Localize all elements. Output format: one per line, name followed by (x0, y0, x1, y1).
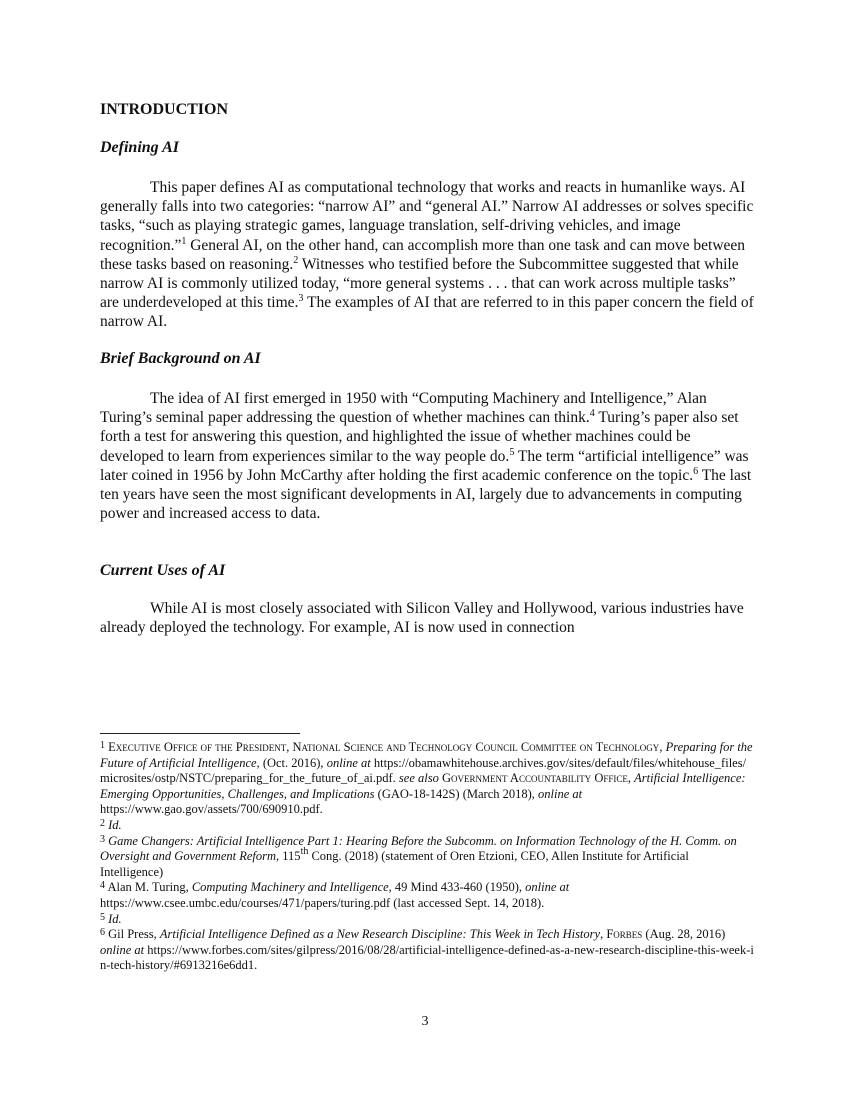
footnote-title: Artificial Intelligence Defined as a New Research Discipline: This Week in Tech History (159, 927, 601, 942)
subsection-heading-background: Brief Background on AI (100, 350, 261, 367)
footnote-number: 6 (100, 927, 105, 939)
paragraph-text: The term “artificial intelligence” was later coined in 1956 by John McCarthy after holding the first academic conference on the topic. (100, 447, 749, 484)
section-heading-introduction: INTRODUCTION (100, 101, 229, 118)
page-number: 3 (421, 1014, 429, 1029)
paragraph-text: General AI, on the other hand, can accomplish more than one task and can move between these tasks based on reasoning. (100, 236, 746, 273)
footnote-title: Preparing for the Future of Artificial Intelligence, (100, 740, 753, 770)
footnote-text: (Oct. 2016), (259, 755, 327, 770)
footnote-text: Id. (108, 817, 122, 832)
paragraph-text: Turing’s paper also set forth a test for answering this question, and highlighted the issue of whether machines could be developed to learn from experiences similar to the way people do. (100, 409, 739, 465)
footnote-ref-1[interactable]: 1 (181, 235, 187, 247)
subsection-heading-current-uses: Current Uses of AI (100, 562, 226, 579)
footnote-text: see also (398, 771, 439, 786)
footnote-ref-5[interactable]: 5 (509, 446, 515, 458)
footnote-text: Cong. (2018) (statement of Oren Etzioni, CEO, Allen Institute for Artificial Intelligence) (100, 849, 689, 879)
footnote-ref-2[interactable]: 2 (293, 254, 299, 266)
footnote-6 (100, 927, 755, 974)
footnote-ref-4[interactable]: 4 (589, 408, 595, 420)
paragraph-text: The last ten years have seen the most significant developments in AI, largely due to advancements in computing power and increased access to data. (100, 466, 752, 523)
footnote-text: th (300, 846, 309, 858)
footnote-author: Forbes (606, 927, 643, 942)
footnote-text: , (600, 927, 607, 942)
footnote-number: 1 (100, 740, 105, 751)
paragraph-text: This paper defines AI as computational technology that works and reacts in humanlike ways. AI generally falls into two categories: “narrow AI” and “general AI.” Narrow AI addresses or solves specific tasks, “such as playing strategic games, language translation, self-driving vehicles, and image recognition.” (100, 179, 754, 254)
footnote-text: Id. (108, 911, 122, 926)
paragraph-defining-ai (100, 178, 755, 332)
paragraph-background (100, 389, 755, 523)
footnote-text: Alan M. Turing, (107, 880, 192, 895)
footnote-text: , 115 (276, 849, 301, 864)
footnote-1 (100, 740, 755, 818)
footnote-url[interactable]: https://obamawhitehouse.archives.gov/sites/default/files/whitehouse_files/microsites/ostp/NSTC/preparing_for_the_future_of_ai.pdf. (100, 755, 747, 786)
footnote-number: 4 (100, 880, 105, 892)
footnote-4 (100, 880, 755, 911)
footnote-title: Computing Machinery and Intelligence (191, 880, 389, 895)
footnote-ref-6[interactable]: 6 (693, 465, 699, 477)
footnote-separator (100, 733, 300, 734)
footnote-url[interactable]: https://www.csee.umbc.edu/courses/471/papers/turing.pdf (last accessed Sept. 14, 2018). (100, 895, 545, 910)
footnote-number: 3 (100, 833, 105, 845)
paragraph-text: The examples of AI that are referred to in this paper concern the field of narrow AI. (100, 294, 754, 331)
subsection-heading-defining-ai: Defining AI (100, 139, 179, 156)
footnote-3 (100, 834, 755, 881)
footnote-text: , (659, 740, 666, 754)
footnote-text: , (627, 771, 635, 786)
footnote-5 (100, 912, 755, 928)
footnote-text: (GAO-18-142S) (March 2018), (374, 786, 539, 801)
footnote-text: , 49 Mind 433-460 (1950), (388, 880, 526, 895)
paragraph-text: While AI is most closely associated with Silicon Valley and Hollywood, various industries have already deployed the technology. For example, AI is now used in connection (100, 600, 744, 637)
footnote-number: 2 (100, 817, 105, 829)
footnote-author: Government Accountability Office (438, 771, 628, 786)
footnote-ref-3[interactable]: 3 (298, 293, 304, 305)
footnotes (100, 740, 755, 974)
paragraph-text: The idea of AI first emerged in 1950 with “Computing Machinery and Intelligence,” Alan Turing’s seminal paper addressing the question of whether machines can think. (100, 390, 707, 427)
paragraph-current-uses (100, 599, 755, 637)
footnote-title: Artificial Intelligence: Emerging Opportunities, Challenges, and Implications (100, 771, 746, 801)
paragraph-text: Witnesses who testified before the Subcommittee suggested that while narrow AI is commonly utilized today, “more general systems . . . that can work across multiple tasks” are underdeveloped at this time. (100, 255, 739, 312)
footnote-text: online at (326, 755, 371, 770)
footnote-text: online at (538, 786, 583, 801)
footnote-author: Executive Office of the President, National Science and Technology Council Committee on Technology (108, 740, 660, 754)
footnote-title: Game Changers: Artificial Intelligence Part 1: Hearing Before the Subcomm. on Information Technology of the H. Comm. on Oversight and Government Reform (100, 833, 737, 864)
footnote-url[interactable]: https://www.gao.gov/assets/700/690910.pdf. (100, 802, 323, 817)
footnote-text: online at (525, 880, 570, 895)
footnote-text: (Aug. 28, 2016) (642, 927, 726, 942)
footnote-url[interactable]: https://www.forbes.com/sites/gilpress/2016/08/28/artificial-intelligence-defined-as-a-new-research-discipline-this-week-in-tech-history/#6913216e6dd1. (100, 942, 754, 973)
footnote-text: online at (100, 942, 145, 957)
footnote-text: Gil Press, (108, 927, 160, 942)
footnote-2 (100, 818, 755, 834)
footnote-number: 5 (100, 911, 105, 923)
